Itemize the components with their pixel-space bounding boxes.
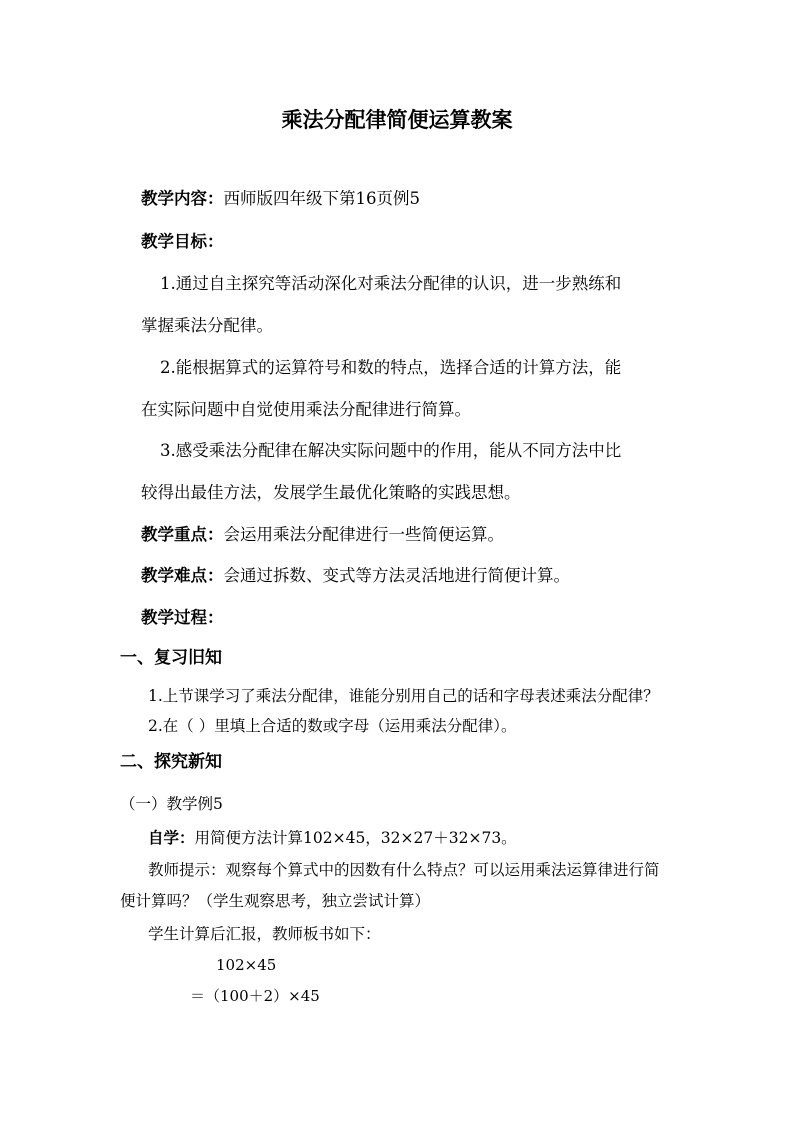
self-study (148, 828, 517, 848)
difficulty-point (141, 566, 570, 586)
section-1-heading: 一、复习旧知 (120, 648, 222, 668)
goal-1-line-2: 掌握乘法分配律。 (141, 316, 273, 335)
key-point-value: 会运用乘法分配律进行一些简便运算。 (223, 525, 504, 544)
goal-3-line-1: 3.感受乘法分配律在解决实际问题中的作用，能从不同方法中比 (160, 441, 622, 460)
goal-3-line-2: 较得出最佳方法，发展学生最优化策略的实践思想。 (141, 483, 521, 502)
key-point-label: 教学重点： (141, 525, 224, 544)
self-study-label: 自学： (148, 829, 195, 847)
calc-line-1: 102×45 (216, 956, 277, 974)
goal-2-line-1: 2.能根据算式的运算符号和数的特点，选择合适的计算方法，能 (160, 358, 622, 377)
teacher-hint-line-2: 便计算吗？（学生观察思考，独立尝试计算） (120, 892, 431, 910)
student-report: 学生计算后汇报，教师板书如下： (148, 925, 381, 943)
process-label: 教学过程： (141, 608, 224, 627)
calc-line-2: ＝（100＋2）×45 (190, 987, 320, 1005)
teaching-goals-label: 教学目标： (141, 232, 224, 251)
teaching-content-value: 西师版四年级下第16页例5 (223, 189, 420, 208)
review-item-2: 2.在（ ）里填上合适的数或字母（运用乘法分配律）。 (148, 717, 517, 735)
subsection-1-heading: （一）教学例5 (120, 795, 223, 813)
goal-1-line-1: 1.通过自主探究等活动深化对乘法分配律的认识，进一步熟练和 (160, 274, 622, 293)
self-study-value: 用简便方法计算102×45，32×27＋32×73。 (194, 829, 517, 847)
teaching-content (141, 189, 420, 209)
difficulty-value: 会通过拆数、变式等方法灵活地进行简便计算。 (223, 566, 570, 585)
key-point (141, 525, 504, 545)
difficulty-label: 教学难点： (141, 566, 224, 585)
goal-2-line-2: 在实际问题中自觉使用乘法分配律进行简算。 (141, 400, 471, 419)
review-item-1: 1.上节课学习了乘法分配律，谁能分别用自己的话和字母表述乘法分配律？ (148, 687, 659, 705)
section-2-heading: 二、探究新知 (120, 752, 222, 772)
teaching-content-label: 教学内容： (141, 189, 224, 208)
teacher-hint-line-1: 教师提示：观察每个算式中的因数有什么特点？可以运用乘法运算律进行简 (148, 861, 660, 879)
page-title: 乘法分配律简便运算教案 (281, 108, 513, 132)
